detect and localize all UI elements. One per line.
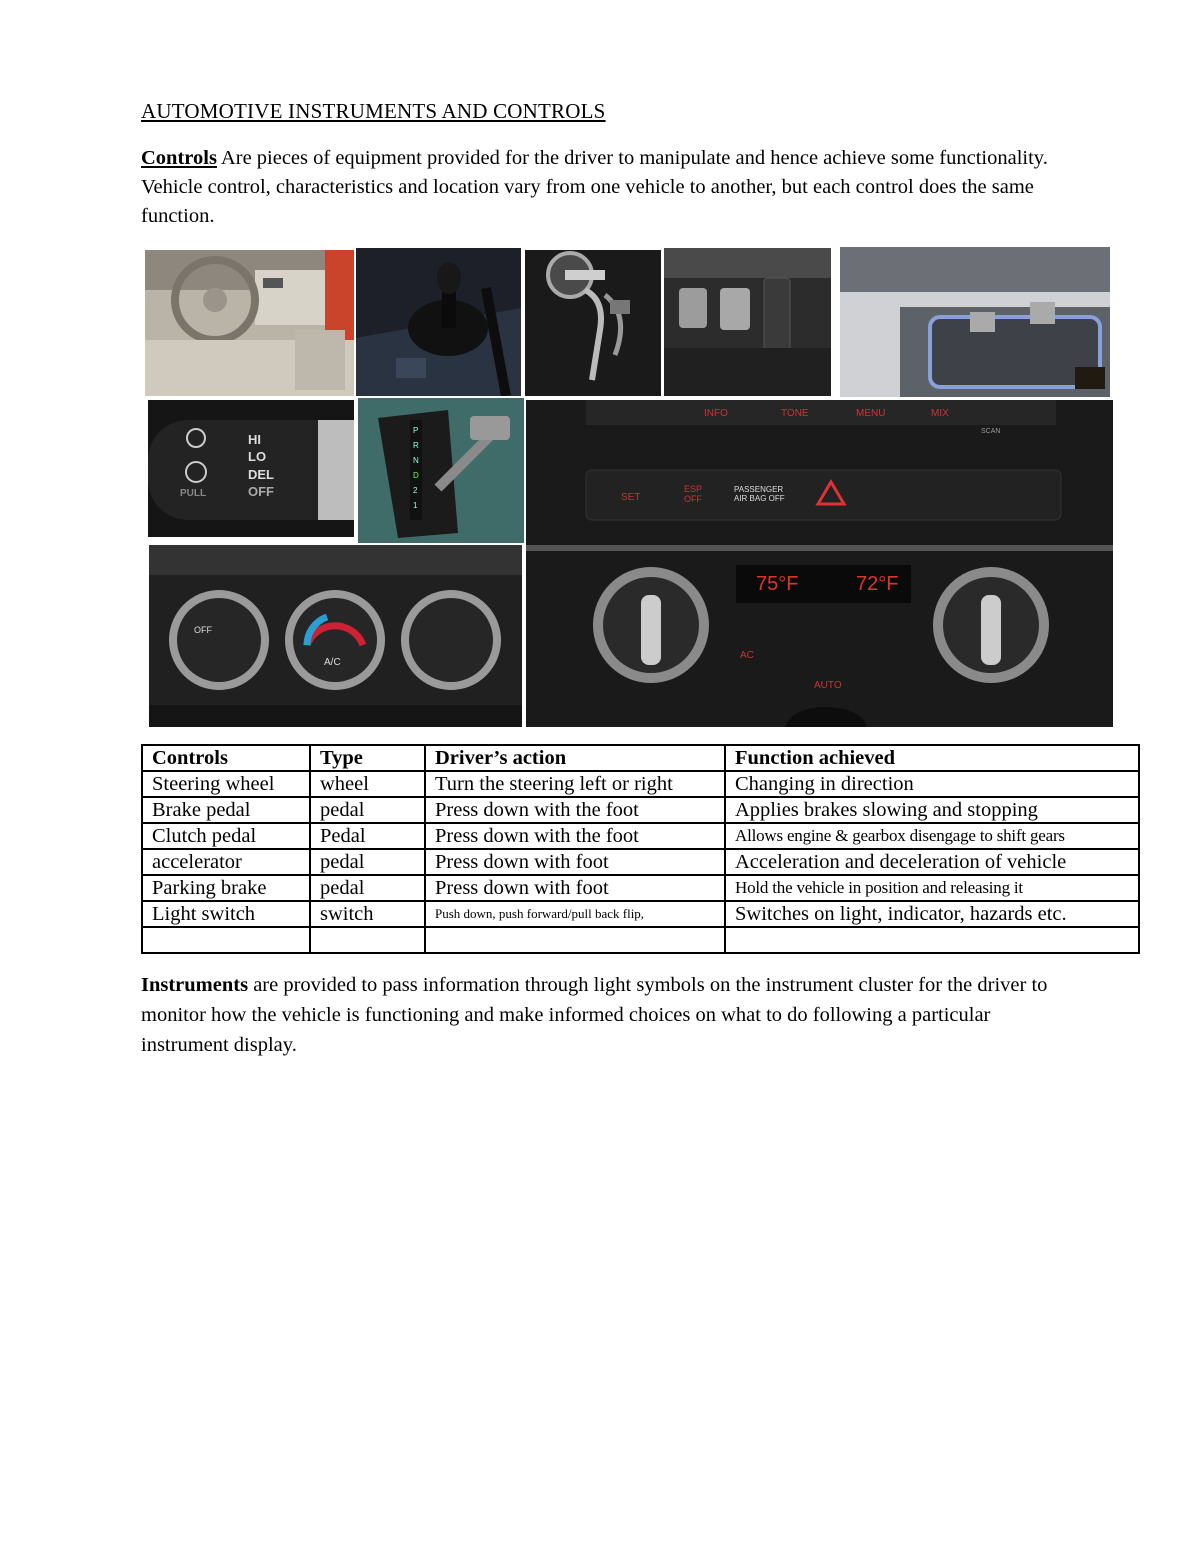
console-mix: MIX — [931, 408, 949, 419]
console-esp-off: OFF — [684, 494, 702, 504]
cell-action: Press down with the foot — [425, 797, 725, 823]
instruments-paragraph — [141, 970, 1081, 1060]
intro-text: Are pieces of equipment provided for the driver to manipulate and hence achieve some functionality. Vehicle control, characteristics and location vary from one vehicle to another, but each control does the same function. — [141, 147, 1048, 227]
header-type: Type — [310, 745, 425, 771]
shifter-label-d: D — [413, 471, 419, 480]
cell-action — [425, 927, 725, 953]
console-info: INFO — [704, 408, 728, 419]
cell-control: accelerator — [142, 849, 310, 875]
table-row — [142, 875, 1139, 901]
cell-function: Applies brakes slowing and stopping — [725, 797, 1139, 823]
intro-paragraph — [141, 144, 1081, 231]
table-row-empty — [142, 927, 1139, 953]
cell-action: Press down with the foot — [425, 823, 725, 849]
console-scan: SCAN — [981, 428, 1001, 435]
cell-function: Acceleration and deceleration of vehicle — [725, 849, 1139, 875]
cell-control: Steering wheel — [142, 771, 310, 797]
shifter-label-p: P — [413, 426, 419, 435]
cell-type: pedal — [310, 849, 425, 875]
console-passenger: PASSENGER — [734, 485, 784, 494]
console-ac: AC — [740, 650, 754, 661]
cell-action: Push down, push forward/pull back flip, — [425, 901, 725, 927]
cell-type: wheel — [310, 771, 425, 797]
cell-control — [142, 927, 310, 953]
cell-function: Allows engine & gearbox disengage to shift gears — [725, 823, 1139, 849]
shifter-label-r: R — [413, 441, 419, 450]
wiper-label-hi: HI — [248, 432, 261, 447]
console-esp: ESP — [684, 484, 703, 494]
table-row — [142, 849, 1139, 875]
console-tone: TONE — [781, 408, 809, 419]
climate-knobs-photo — [149, 545, 522, 727]
table-row — [142, 797, 1139, 823]
wiper-stalk-photo — [148, 400, 354, 537]
cell-function — [725, 927, 1139, 953]
page-title: AUTOMOTIVE INSTRUMENTS AND CONTROLS — [141, 99, 606, 123]
cell-action: Turn the steering left or right — [425, 771, 725, 797]
cell-type: Pedal — [310, 823, 425, 849]
wiper-label-pull: PULL — [180, 488, 207, 499]
wiper-label-off: OFF — [248, 484, 274, 499]
controls-table — [141, 744, 1140, 954]
cell-function: Hold the vehicle in position and releasing it — [725, 875, 1139, 901]
table-header-row — [142, 745, 1139, 771]
console-auto: AUTO — [814, 680, 842, 691]
footwell-photo — [840, 247, 1110, 397]
cell-type: switch — [310, 901, 425, 927]
dashboard-photo — [145, 250, 354, 396]
header-drivers-action: Driver’s action — [425, 745, 725, 771]
automatic-shifter-photo — [358, 398, 524, 543]
pedals-photo — [664, 248, 831, 396]
console-temp-right: 72°F — [856, 573, 899, 595]
gear-lever-photo — [356, 248, 521, 396]
console-airbag-off: AIR BAG OFF — [734, 494, 785, 503]
instruments-lead-term: Instruments — [141, 974, 249, 996]
intro-lead-term: Controls — [141, 147, 217, 169]
ignition-keys-photo — [525, 250, 661, 396]
shifter-label-n: N — [413, 456, 419, 465]
cell-type: pedal — [310, 797, 425, 823]
shifter-label-2: 2 — [413, 486, 418, 495]
wiper-label-del: DEL — [248, 467, 274, 482]
header-function-achieved: Function achieved — [725, 745, 1139, 771]
cell-control: Brake pedal — [142, 797, 310, 823]
table-row — [142, 823, 1139, 849]
instruments-text: are provided to pass information through light symbols on the instrument cluster for the driver to monitor how the vehicle is functioning and make informed choices on what to do following a particular instrument display. — [141, 974, 1048, 1056]
console-set: SET — [621, 492, 641, 503]
table-row — [142, 901, 1139, 927]
table-row — [142, 771, 1139, 797]
cell-control: Parking brake — [142, 875, 310, 901]
console-temp-left: 75°F — [756, 573, 799, 595]
cell-type — [310, 927, 425, 953]
cell-function: Changing in direction — [725, 771, 1139, 797]
header-controls: Controls — [142, 745, 310, 771]
cell-type: pedal — [310, 875, 425, 901]
cell-function: Switches on light, indicator, hazards etc. — [725, 901, 1139, 927]
wiper-label-lo: LO — [248, 449, 267, 464]
knob-label-off: OFF — [194, 625, 212, 635]
shifter-label-1: 1 — [413, 501, 418, 510]
cell-control: Light switch — [142, 901, 310, 927]
center-console-photo — [526, 400, 1113, 727]
console-menu: MENU — [856, 408, 886, 419]
cell-action: Press down with foot — [425, 875, 725, 901]
cell-control: Clutch pedal — [142, 823, 310, 849]
cell-action: Press down with foot — [425, 849, 725, 875]
knob-label-ac: A/C — [324, 657, 341, 668]
